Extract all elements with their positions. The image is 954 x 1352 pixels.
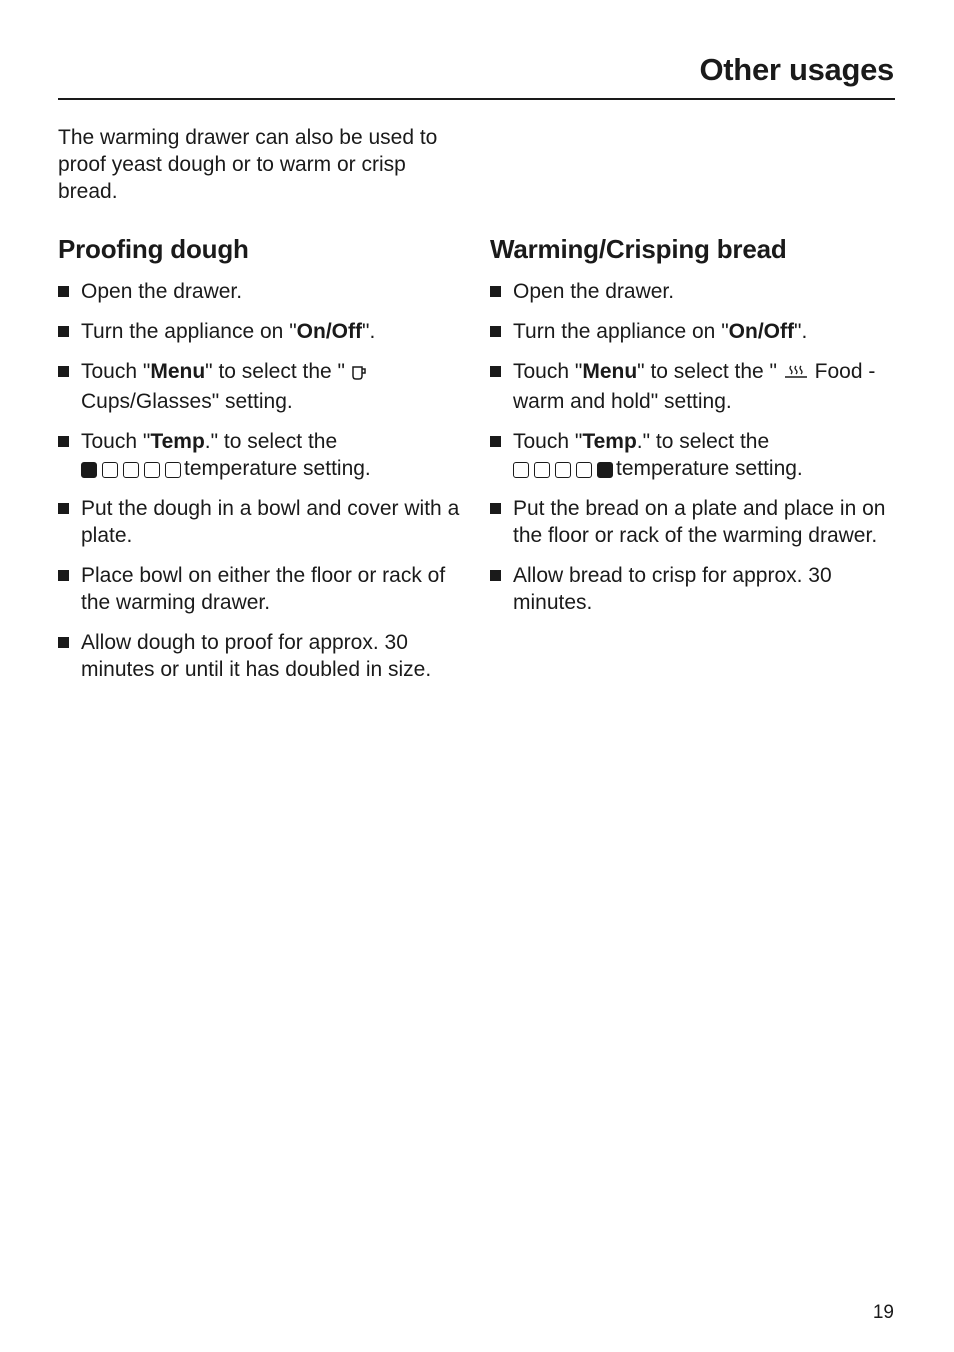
step-text-pre: Touch "	[513, 430, 583, 453]
menu-key-label: Menu	[150, 360, 206, 383]
step-text-pre: Turn the appliance on "	[81, 320, 297, 343]
bullet-square-icon	[58, 436, 69, 447]
list-item	[490, 278, 894, 305]
list-item	[58, 629, 470, 683]
warming-bread-section	[490, 232, 894, 629]
bullet-square-icon	[490, 366, 501, 377]
step-text: Allow dough to proof for approx. 30 minutes or until it has doubled in size.	[81, 631, 432, 681]
list-item	[490, 318, 894, 345]
step-text: Put the dough in a bowl and cover with a plate.	[81, 497, 460, 547]
bullet-square-icon	[490, 326, 501, 337]
temp-key-label: Temp	[582, 430, 637, 453]
bullet-square-icon	[58, 326, 69, 337]
temp-level-empty-icon	[576, 462, 592, 478]
bullet-square-icon	[490, 286, 501, 297]
list-item	[58, 358, 470, 415]
proofing-dough-section	[58, 232, 470, 696]
step-text-post: Cups/Glasses" setting.	[81, 390, 293, 413]
list-item	[58, 562, 470, 616]
temp-level-filled-icon	[81, 462, 97, 478]
temp-level-filled-icon	[597, 462, 613, 478]
step-text: Open the drawer.	[513, 280, 675, 303]
temperature-level-indicator	[81, 462, 181, 478]
step-text-pre: Touch "	[81, 360, 151, 383]
temperature-level-indicator	[513, 462, 613, 478]
step-text-mid: ." to select the	[636, 430, 770, 453]
bullet-square-icon	[490, 503, 501, 514]
bullet-square-icon	[490, 436, 501, 447]
step-text-post: temperature setting.	[184, 457, 371, 480]
cup-icon	[351, 361, 368, 388]
step-text-mid: ." to select the	[204, 430, 338, 453]
proofing-dough-heading: Proofing dough	[58, 234, 249, 264]
list-item	[490, 358, 894, 415]
step-text-mid: " to select the "	[637, 360, 783, 383]
page-number: 19	[872, 1302, 894, 1323]
list-item	[490, 562, 894, 616]
temp-level-empty-icon	[165, 462, 181, 478]
on-off-key-label: On/Off	[296, 320, 362, 343]
bullet-square-icon	[58, 570, 69, 581]
temp-level-empty-icon	[102, 462, 118, 478]
bullet-square-icon	[58, 637, 69, 648]
list-item	[58, 278, 470, 305]
steam-plate-icon	[783, 361, 809, 388]
step-text-pre: Touch "	[81, 430, 151, 453]
on-off-key-label: On/Off	[728, 320, 794, 343]
list-item	[58, 318, 470, 345]
step-text-post: Food - warm and hold" setting.	[513, 360, 876, 413]
menu-key-label: Menu	[582, 360, 638, 383]
temp-level-empty-icon	[513, 462, 529, 478]
step-text: Put the bread on a plate and place in on the floor or rack of the warming drawer.	[513, 497, 886, 547]
list-item	[490, 495, 894, 549]
temp-level-empty-icon	[123, 462, 139, 478]
temp-key-label: Temp	[150, 430, 205, 453]
temp-level-empty-icon	[534, 462, 550, 478]
step-text-mid: " to select the "	[205, 360, 351, 383]
step-text: Allow bread to crisp for approx. 30 minutes.	[513, 564, 832, 614]
warming-bread-heading: Warming/Crisping bread	[490, 234, 787, 264]
temp-level-empty-icon	[555, 462, 571, 478]
step-text: Open the drawer.	[81, 280, 243, 303]
warming-steps-list	[490, 278, 894, 616]
list-item	[490, 428, 894, 482]
step-text-post: temperature setting.	[616, 457, 803, 480]
temp-level-empty-icon	[144, 462, 160, 478]
step-text-pre: Turn the appliance on "	[513, 320, 729, 343]
step-text-post: ".	[361, 320, 376, 343]
list-item	[58, 428, 470, 482]
bullet-square-icon	[58, 286, 69, 297]
list-item	[58, 495, 470, 549]
intro-paragraph: The warming drawer can also be used to proof yeast dough or to warm or crisp bread.	[58, 126, 438, 203]
bullet-square-icon	[490, 570, 501, 581]
title-divider	[58, 98, 895, 100]
page-title: Other usages	[699, 52, 894, 87]
bullet-square-icon	[58, 503, 69, 514]
step-text-post: ".	[793, 320, 808, 343]
bullet-square-icon	[58, 366, 69, 377]
proofing-steps-list	[58, 278, 470, 683]
step-text: Place bowl on either the floor or rack of the warming drawer.	[81, 564, 446, 614]
step-text-pre: Touch "	[513, 360, 583, 383]
